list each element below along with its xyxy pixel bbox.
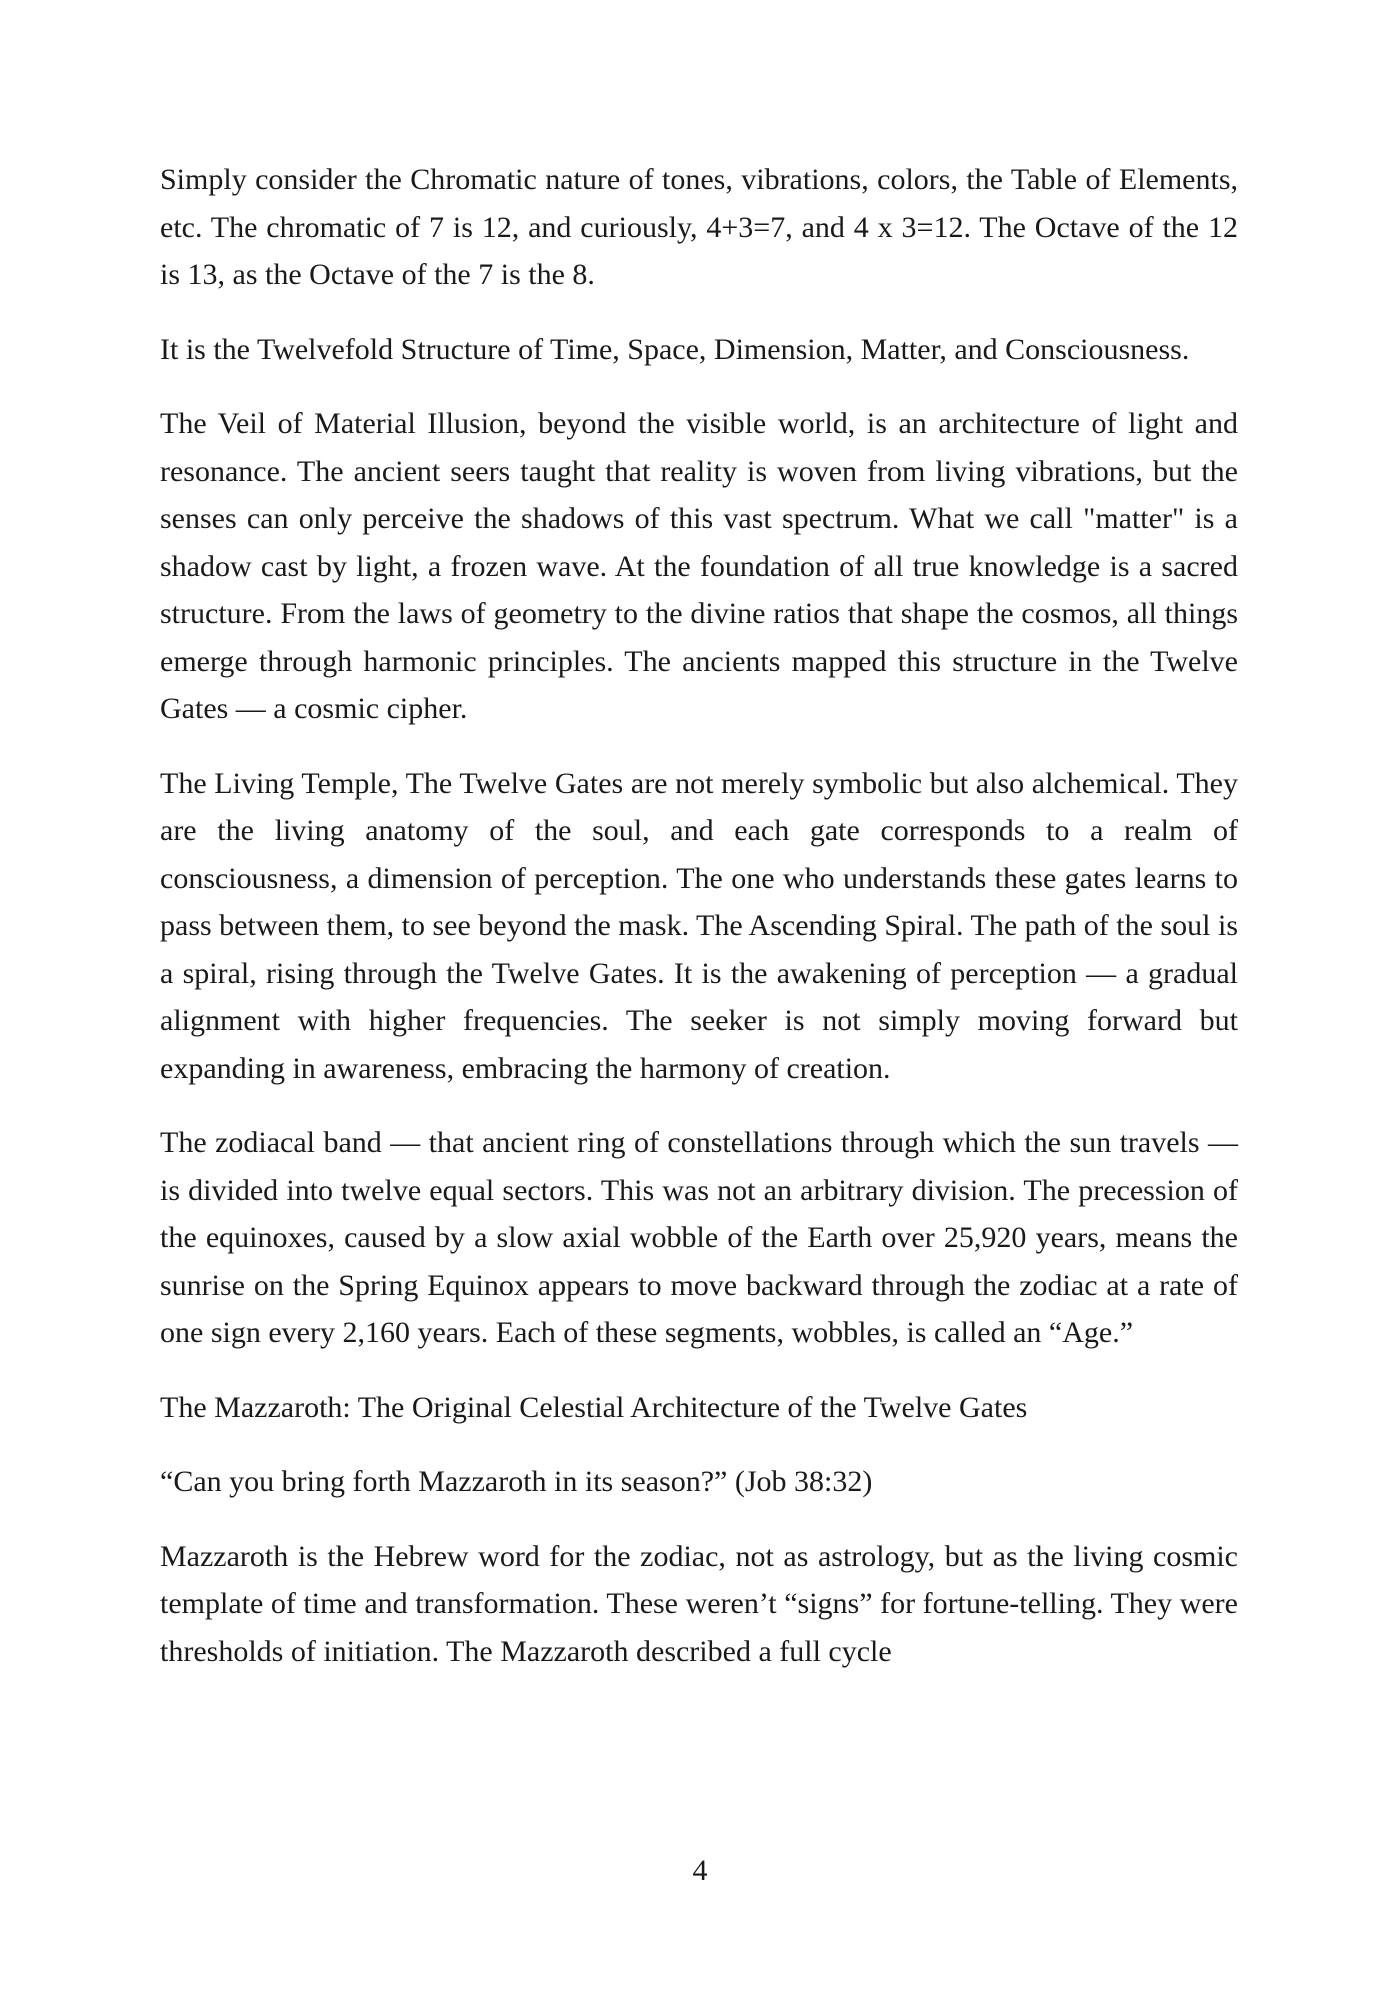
paragraph-twelvefold-structure: It is the Twelvefold Structure of Time, Space, Dimension, Matter, and Consciousness. [160, 332, 1190, 366]
paragraph-chromatic: Simply consider the Chromatic nature of tones, vibrations, colors, the Table of Elements, etc. The chromatic of 7 is 12, and curiously, 4+3=7, and 4 x 3=12. The Octave of the 12 is 13, as the Octave of the 7 is the 8. [160, 163, 1238, 291]
paragraph-veil-of-illusion: The Veil of Material Illusion, beyond the visible world, is an architecture of light and resonance. The ancient seers taught that reality is woven from living vibrations, but the senses can only perceive the shadows of this vast spectrum. What we call "matter" is a shadow cast by light, a frozen wave. At the foundation of all true knowledge is a sacred structure. From the laws of geometry to the divine ratios that shape the cosmos, all things emerge through harmonic principles. The ancients mapped this structure in the Twelve Gates — a cosmic cipher. [160, 407, 1238, 725]
paragraph-mazzaroth: Mazzaroth is the Hebrew word for the zodiac, not as astrology, but as the living cosmic template of time and transformation. These weren’t “signs” for fortune-telling. They were thresholds of initiation. The Mazzaroth described a full cycle [160, 1539, 1238, 1668]
paragraph-living-temple: The Living Temple, The Twelve Gates are not merely symbolic but also alchemical. They are the living anatomy of the soul, and each gate corresponds to a realm of consciousness, a dimension of perception. The one who understands these gates learns to pass between them, to see beyond the mask. The Ascending Spiral. The path of the soul is a spiral, rising through the Twelve Gates. It is the awakening of perception — a gradual alignment with higher frequencies. The seeker is not simply moving forward but expanding in awareness, embracing the harmony of creation. [160, 766, 1238, 1085]
paragraph-zodiacal-band: The zodiacal band — that ancient ring of constellations through which the sun travels — is divided into twelve equal sectors. This was not an arbitrary division. The precession of the equinoxes, caused by a slow axial wobble of the Earth over 25,920 years, means the sunrise on the Spring Equinox appears to move backward through the zodiac at a rate of one sign every 2,160 years. Each of these segments, wobbles, is called an “Age.” [160, 1126, 1238, 1349]
page-number: 4 [692, 1854, 708, 1887]
section-heading-mazzaroth: The Mazzaroth: The Original Celestial Architecture of the Twelve Gates [160, 1390, 1028, 1424]
page-body [160, 156, 1238, 1702]
quote-job: “Can you bring forth Mazzaroth in its season?” (Job 38:32) [160, 1465, 873, 1498]
